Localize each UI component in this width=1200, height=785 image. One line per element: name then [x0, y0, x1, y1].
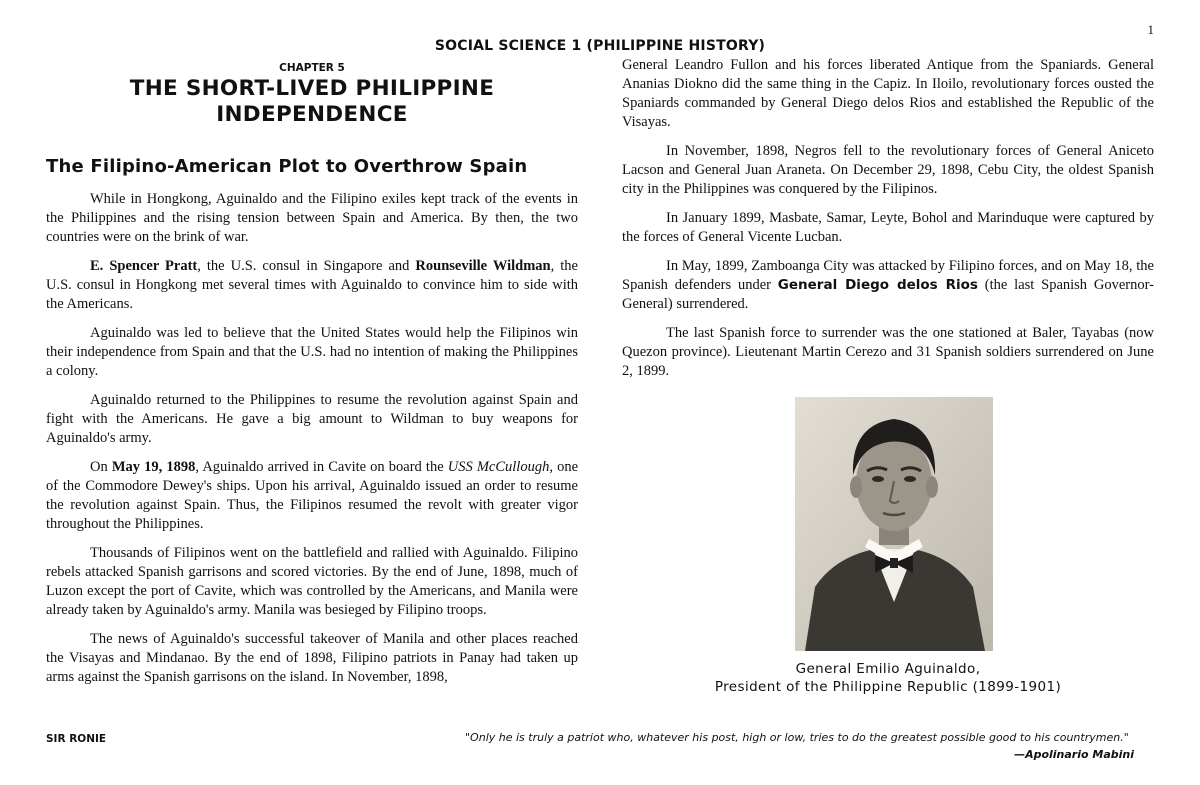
- paragraph: [622, 257, 1154, 314]
- page-header-title: SOCIAL SCIENCE 1 (PHILIPPINE HISTORY): [434, 38, 766, 54]
- footer-quote: "Only he is truly a patriot who, whatever his post, high or low, tries to do the greatest possible good to his countrymen.": [465, 731, 1129, 744]
- paragraph: In January 1899, Masbate, Samar, Leyte, Bohol and Marinduque were captured by the forces of General Vicente Lucban.: [622, 210, 1154, 245]
- paragraph-text: , the U.S. consul in Hongkong met several times with Aguinaldo to convince him to side with the Americans.: [46, 258, 578, 312]
- right-column: [622, 56, 1154, 391]
- left-column: [46, 60, 578, 697]
- footer-author: SIR RONIE: [46, 733, 107, 745]
- paragraph-text: , the U.S. consul in Singapore and: [197, 258, 416, 274]
- portrait-illustration: [795, 397, 993, 651]
- paragraph-text: , Aguinaldo arrived in Cavite on board the: [195, 459, 448, 475]
- paragraph: While in Hongkong, Aguinaldo and the Filipino exiles kept track of the events in the Philippines and the rising tension between Spain and America. By then, the two countries were on the brink of war.: [46, 191, 578, 245]
- paragraph: In November, 1898, Negros fell to the revolutionary forces of General Aniceto Lacson and General Juan Araneta. On December 29, 1898, Cebu City, the oldest Spanish city in the Philippines was conquered by the Filipinos.: [622, 143, 1154, 197]
- paragraph-text: (the last Spanish Governor-General) surrendered.: [622, 277, 1154, 312]
- portrait-photo: [795, 397, 993, 651]
- paragraph: [46, 257, 578, 314]
- bold-name: General Diego delos Rios: [777, 277, 978, 293]
- left-paragraphs: [46, 190, 578, 687]
- photo-caption: [622, 660, 1154, 696]
- chapter-title: [46, 76, 578, 128]
- paragraph-text: On: [90, 459, 112, 475]
- paragraph-text: In May, 1899, Zamboanga City was attacked by Filipino forces, and on May 18, the Spanish defenders under: [622, 258, 1154, 293]
- bold-date: May 19, 1898: [111, 459, 196, 475]
- caption-line1: General Emilio Aguinaldo,: [795, 661, 981, 677]
- chapter-title-line2: INDEPENDENCE: [216, 102, 408, 127]
- ship-name: USS McCullough: [447, 459, 550, 475]
- paragraph: Aguinaldo returned to the Philippines to resume the revolution against Spain and fight with the Americans. He gave a big amount to Wildman to buy weapons for Aguinaldo's army.: [46, 392, 578, 446]
- footer-quote-author: —Apolinario Mabini: [1014, 748, 1134, 761]
- paragraph: The news of Aguinaldo's successful takeover of Manila and other places reached the Visayas and Mindanao. By the end of 1898, Filipino patriots in Panay had taken up arms against the Spanish garrisons on the island. In November, 1898,: [46, 631, 578, 685]
- caption-line2: President of the Philippine Republic (1899-1901): [714, 679, 1062, 695]
- paragraph: Aguinaldo was led to believe that the United States would help the Filipinos win their independence from Spain and that the U.S. had no intention of making the Philippines a colony.: [46, 325, 578, 379]
- bold-name: Rounseville Wildman: [415, 258, 551, 274]
- paragraph: Thousands of Filipinos went on the battlefield and rallied with Aguinaldo. Filipino rebels attacked Spanish garrisons and scored victories. By the end of June, 1898, much of Luzon except the port of Cavite, which was controlled by the Americans, and Manila were already taken by Aguinaldo's army. Manila was besieged by Filipino troops.: [46, 545, 578, 618]
- paragraph: The last Spanish force to surrender was the one stationed at Baler, Tayabas (now Quezon province). Lieutenant Martin Cerezo and 31 Spanish soldiers surrendered on June 2, 1899.: [622, 325, 1154, 379]
- section-heading: The Filipino-American Plot to Overthrow Spain: [46, 156, 528, 177]
- bold-name: E. Spencer Pratt: [90, 258, 198, 274]
- chapter-title-line1: THE SHORT-LIVED PHILIPPINE: [129, 76, 495, 101]
- paragraph: [46, 458, 578, 534]
- paragraph: General Leandro Fullon and his forces liberated Antique from the Spaniards. General Ananias Diokno did the same thing in the Capiz. In Iloilo, revolutionary forces ousted the Spaniards commanded by General Diego delos Rios and established the Republic of the Visayas.: [622, 57, 1154, 130]
- paragraph-text: , one of the Commodore Dewey's ships. Upon his arrival, Aguinaldo issued an order to resume the revolution against Spain. Thus, the Filipinos resumed the revolt with greater vigor throughout the Philippines.: [46, 459, 579, 532]
- page-number: 1: [1147, 22, 1154, 37]
- chapter-label: CHAPTER 5: [279, 62, 345, 74]
